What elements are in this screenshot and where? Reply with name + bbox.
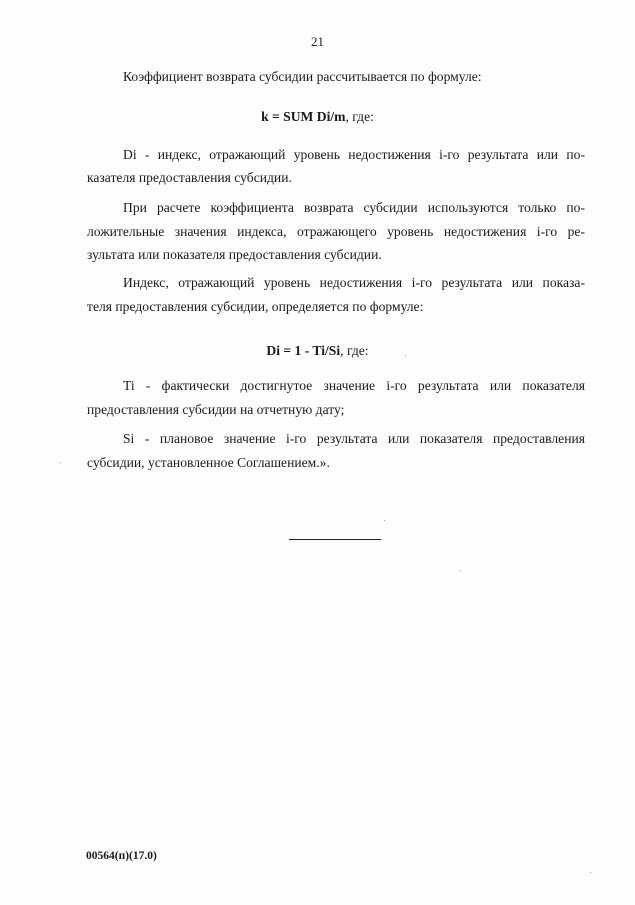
positive-note-line-3: зультата или показателя предоставления субсидии. xyxy=(87,247,382,262)
formula-di-expression: Di = 1 - Ti/Si xyxy=(266,343,341,358)
index-note-line-1: Индекс, отражающий уровень недостижения i-го результата или показа- xyxy=(123,275,585,290)
document-code: 00564(п)(17.0) xyxy=(86,850,157,862)
ti-definition-line-1: Ti - фактически достигнутое значение i-го результата или показателя xyxy=(123,378,585,393)
scan-speck xyxy=(590,872,591,873)
di-definition-line-1: Di - индекс, отражающий уровень недостижения i-го результата или по- xyxy=(123,147,585,162)
ti-definition-line-2: предоставления субсидии на отчетную дату; xyxy=(87,402,345,417)
si-definition-line-2: субсидии, установленное Соглашением.». xyxy=(87,455,330,470)
positive-note-line-2: ложительные значения индекса, отражающего уровень недостижения i-го ре- xyxy=(87,224,585,239)
formula-k-suffix: , где: xyxy=(345,109,374,124)
page-number: 21 xyxy=(311,34,324,49)
scan-speck xyxy=(460,570,461,571)
formula-k-expression: k = SUM Di/m xyxy=(261,109,346,124)
formula-di xyxy=(0,342,635,359)
formula-k xyxy=(0,108,635,125)
di-definition-line-2: казателя предоставления субсидии. xyxy=(87,170,292,185)
si-definition-line-1: Si - плановое значение i-го результата или показателя предоставления xyxy=(123,431,585,446)
scan-speck xyxy=(405,355,406,356)
end-rule xyxy=(289,539,381,540)
positive-note-line-1: При расчете коэффициента возврата субсидии используются только по- xyxy=(123,200,585,215)
intro-text: Коэффициент возврата субсидии рассчитывается по формуле: xyxy=(123,69,482,84)
index-note-line-2: теля предоставления субсидии, определяется по формуле: xyxy=(87,299,424,314)
formula-di-suffix: , где: xyxy=(340,343,369,358)
scan-speck xyxy=(60,462,61,463)
scan-speck xyxy=(384,520,385,521)
